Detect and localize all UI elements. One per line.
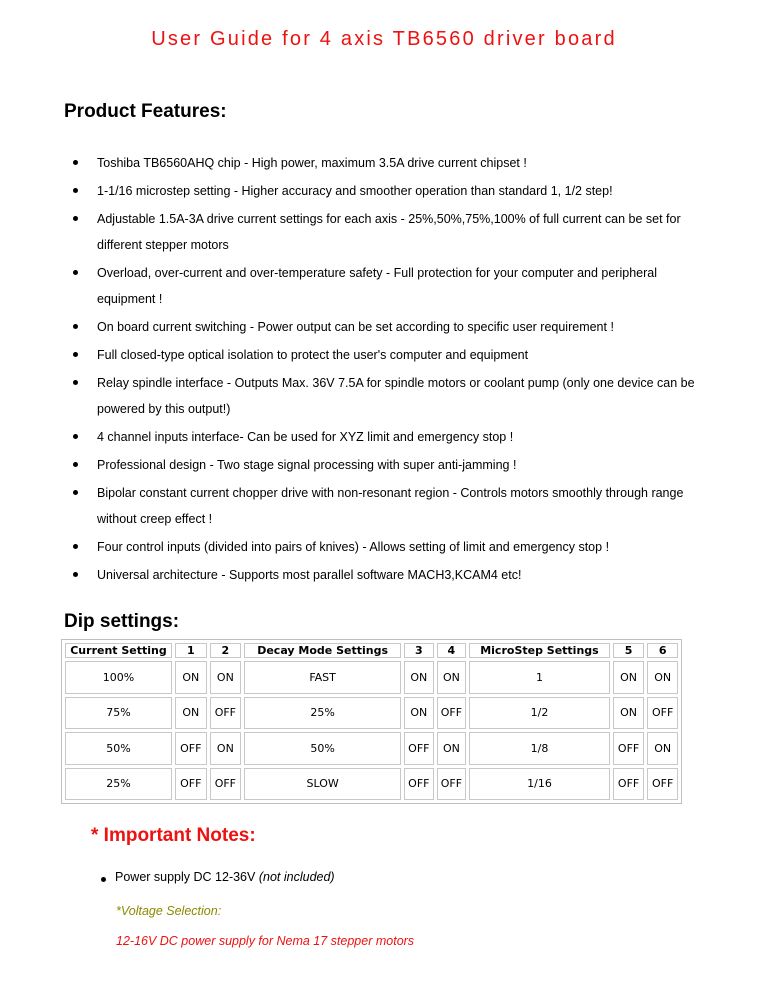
- table-cell: ON: [210, 661, 242, 694]
- table-cell: ON: [175, 697, 207, 730]
- feature-item: 1-1/16 microstep setting - Higher accuracy and smoother operation than standard 1, 1/2 step!: [97, 178, 697, 204]
- table-cell: OFF: [437, 697, 467, 730]
- table-cell: ON: [404, 697, 434, 730]
- power-supply-text: Power supply DC 12-36V: [115, 870, 256, 884]
- dip-settings-heading: Dip settings:: [64, 611, 180, 632]
- table-cell: 1: [469, 661, 610, 694]
- table-header-row: [65, 643, 678, 658]
- table-cell: ON: [613, 661, 645, 694]
- table-cell: OFF: [404, 768, 434, 801]
- table-cell: 75%: [65, 697, 172, 730]
- table-cell: 1/8: [469, 732, 610, 765]
- table-header-cell: Decay Mode Settings: [244, 643, 401, 658]
- table-cell: FAST: [244, 661, 401, 694]
- table-cell: 25%: [244, 697, 401, 730]
- table-cell: OFF: [175, 768, 207, 801]
- table-cell: ON: [210, 732, 242, 765]
- feature-item: Overload, over-current and over-temperature safety - Full protection for your computer and peripheral equipment !: [97, 260, 697, 312]
- table-cell: OFF: [613, 732, 645, 765]
- table-cell: OFF: [647, 697, 678, 730]
- table-cell: ON: [647, 661, 678, 694]
- table-row: [65, 661, 678, 694]
- table-cell: ON: [404, 661, 434, 694]
- nema17-voltage-note: 12-16V DC power supply for Nema 17 stepper motors: [116, 934, 415, 948]
- table-cell: 50%: [244, 732, 401, 765]
- table-cell: OFF: [613, 768, 645, 801]
- table-header-cell: 1: [175, 643, 207, 658]
- table-cell: ON: [647, 732, 678, 765]
- bullet-icon: [101, 877, 106, 882]
- feature-item: Professional design - Two stage signal processing with super anti-jamming !: [97, 452, 697, 478]
- feature-item: Universal architecture - Supports most parallel software MACH3,KCAM4 etc!: [97, 562, 697, 588]
- power-supply-not-included: (not included): [258, 870, 335, 884]
- table-header-cell: 6: [647, 643, 678, 658]
- table-header-cell: 5: [613, 643, 645, 658]
- table-header-cell: 2: [210, 643, 242, 658]
- table-row: [65, 697, 678, 730]
- table-cell: OFF: [437, 768, 467, 801]
- table-header-cell: Current Setting: [65, 643, 172, 658]
- table-header-cell: MicroStep Settings: [469, 643, 610, 658]
- feature-item: On board current switching - Power output can be set according to specific user requirement !: [97, 314, 697, 340]
- table-cell: OFF: [404, 732, 434, 765]
- feature-item: 4 channel inputs interface- Can be used for XYZ limit and emergency stop !: [97, 424, 697, 450]
- table-cell: 50%: [65, 732, 172, 765]
- table-cell: ON: [613, 697, 645, 730]
- table-header-cell: 4: [437, 643, 467, 658]
- table-cell: SLOW: [244, 768, 401, 801]
- table-cell: OFF: [210, 768, 242, 801]
- page-title: User Guide for 4 axis TB6560 driver board: [151, 28, 617, 50]
- dip-settings-table: [61, 639, 682, 804]
- table-row: [65, 768, 678, 801]
- table-cell: ON: [175, 661, 207, 694]
- voltage-selection-label: *Voltage Selection:: [116, 904, 222, 918]
- table-cell: 100%: [65, 661, 172, 694]
- feature-item: Four control inputs (divided into pairs of knives) - Allows setting of limit and emergency stop !: [97, 534, 697, 560]
- table-cell: 25%: [65, 768, 172, 801]
- feature-item: Full closed-type optical isolation to protect the user's computer and equipment: [97, 342, 697, 368]
- table-cell: ON: [437, 732, 467, 765]
- table-cell: ON: [437, 661, 467, 694]
- table-cell: OFF: [647, 768, 678, 801]
- feature-item: Toshiba TB6560AHQ chip - High power, maximum 3.5A drive current chipset !: [97, 150, 697, 176]
- feature-item: Relay spindle interface - Outputs Max. 36V 7.5A for spindle motors or coolant pump (only one device can be powered by this output!): [97, 370, 697, 422]
- table-header-cell: 3: [404, 643, 434, 658]
- features-list: [63, 150, 697, 590]
- table-row: [65, 732, 678, 765]
- feature-item: Adjustable 1.5A-3A drive current settings for each axis - 25%,50%,75%,100% of full current can be set for different stepper motors: [97, 206, 697, 258]
- product-features-heading: Product Features:: [64, 101, 227, 122]
- important-notes-heading: * Important Notes:: [91, 825, 256, 846]
- table-cell: OFF: [210, 697, 242, 730]
- feature-item: Bipolar constant current chopper drive with non-resonant region - Controls motors smoothly through range without creep effect !: [97, 480, 697, 532]
- table-cell: 1/16: [469, 768, 610, 801]
- table-cell: 1/2: [469, 697, 610, 730]
- table-cell: OFF: [175, 732, 207, 765]
